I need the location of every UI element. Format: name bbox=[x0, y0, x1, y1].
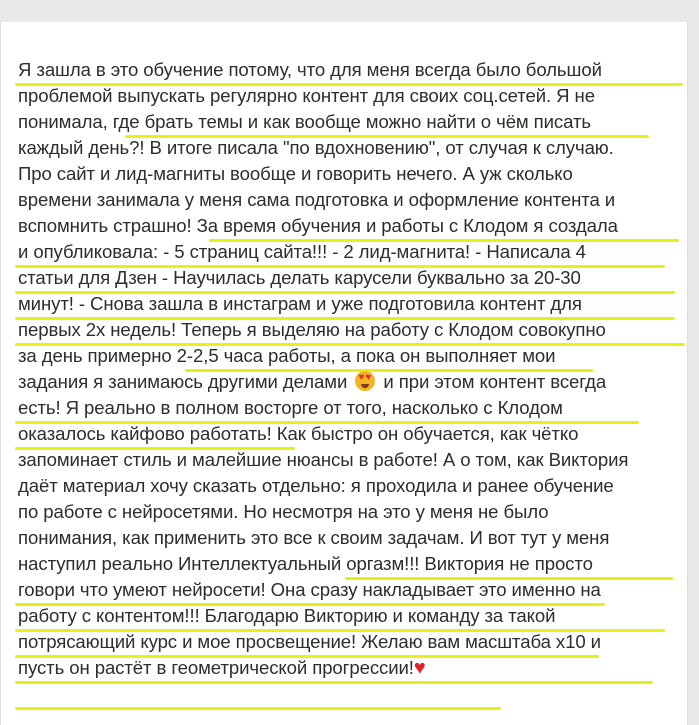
review-line: за день примерно 2-2,5 часа работы, а пока он выполняет мои bbox=[18, 345, 556, 366]
review-line: оказалось кайфово работать! Как быстро он обучается, как чётко bbox=[18, 423, 579, 444]
review-line: и опубликовала: - 5 страниц сайта!!! - 2 лид-магнита! - Написала 4 bbox=[18, 241, 586, 262]
review-line: Про сайт и лид-магниты вообще и говорить нечего. А уж сколько bbox=[18, 163, 573, 184]
heart-eyes-emoji-icon bbox=[355, 371, 375, 391]
review-line: даёт материал хочу сказать отдельно: я проходила и ранее обучение bbox=[18, 475, 614, 496]
review-line bbox=[18, 655, 426, 681]
review-line: потрясающий курс и мое просвещение! Желаю вам масштаба х10 и bbox=[18, 631, 601, 652]
review-line: работу с контентом!!! Благодарю Викторию и команду за такой bbox=[18, 605, 556, 626]
review-line: запоминает стиль и малейшие нюансы в работе! А о том, как Виктория bbox=[18, 449, 629, 470]
review-line-part: задания я занимаюсь другими делами bbox=[18, 371, 348, 392]
review-line: проблемой выпускать регулярно контент для своих соц.сетей. Я не bbox=[18, 85, 595, 106]
highlight-underline bbox=[15, 681, 653, 684]
review-line: первых 2х недель! Теперь я выделяю на работу с Клодом совокупно bbox=[18, 319, 606, 340]
review-line: есть! Я реально в полном восторге от того, насколько с Клодом bbox=[18, 397, 563, 418]
review-line: Я зашла в это обучение потому, что для меня всегда было большой bbox=[18, 59, 602, 80]
review-card bbox=[0, 22, 688, 725]
red-heart-emoji-icon: ♥ bbox=[413, 657, 426, 679]
review-line bbox=[18, 369, 606, 395]
review-line: понимала, где брать темы и как вообще можно найти о чём писать bbox=[18, 111, 591, 132]
review-line: наступил реально Интеллектуальный оргазм!!! Виктория не просто bbox=[18, 553, 593, 574]
review-line: понимания, как применить это все к своим задачам. И вот тут у меня bbox=[18, 527, 610, 548]
review-line: времени занимала у меня сама подготовка и оформление контента и bbox=[18, 189, 616, 210]
review-line: статьи для Дзен - Научилась делать карусели буквально за 20-30 bbox=[18, 267, 581, 288]
review-line: говори что умеют нейросети! Она сразу накладывает это именно на bbox=[18, 579, 601, 600]
review-line: по работе с нейросетями. Но несмотря на это у меня не было bbox=[18, 501, 549, 522]
review-line-part: и при этом контент всегда bbox=[383, 371, 607, 392]
review-line: минут! - Снова зашла в инстаграм и уже подготовила контент для bbox=[18, 293, 582, 314]
highlight-underline bbox=[15, 707, 501, 710]
review-line: каждый день?! В итоге писала "по вдохновению", от случая к случаю. bbox=[18, 137, 614, 158]
review-line-part: пусть он растёт в геометрической прогрессии! bbox=[18, 657, 414, 678]
review-line: вспомнить страшно! За время обучения и работы с Клодом я создала bbox=[18, 215, 618, 236]
